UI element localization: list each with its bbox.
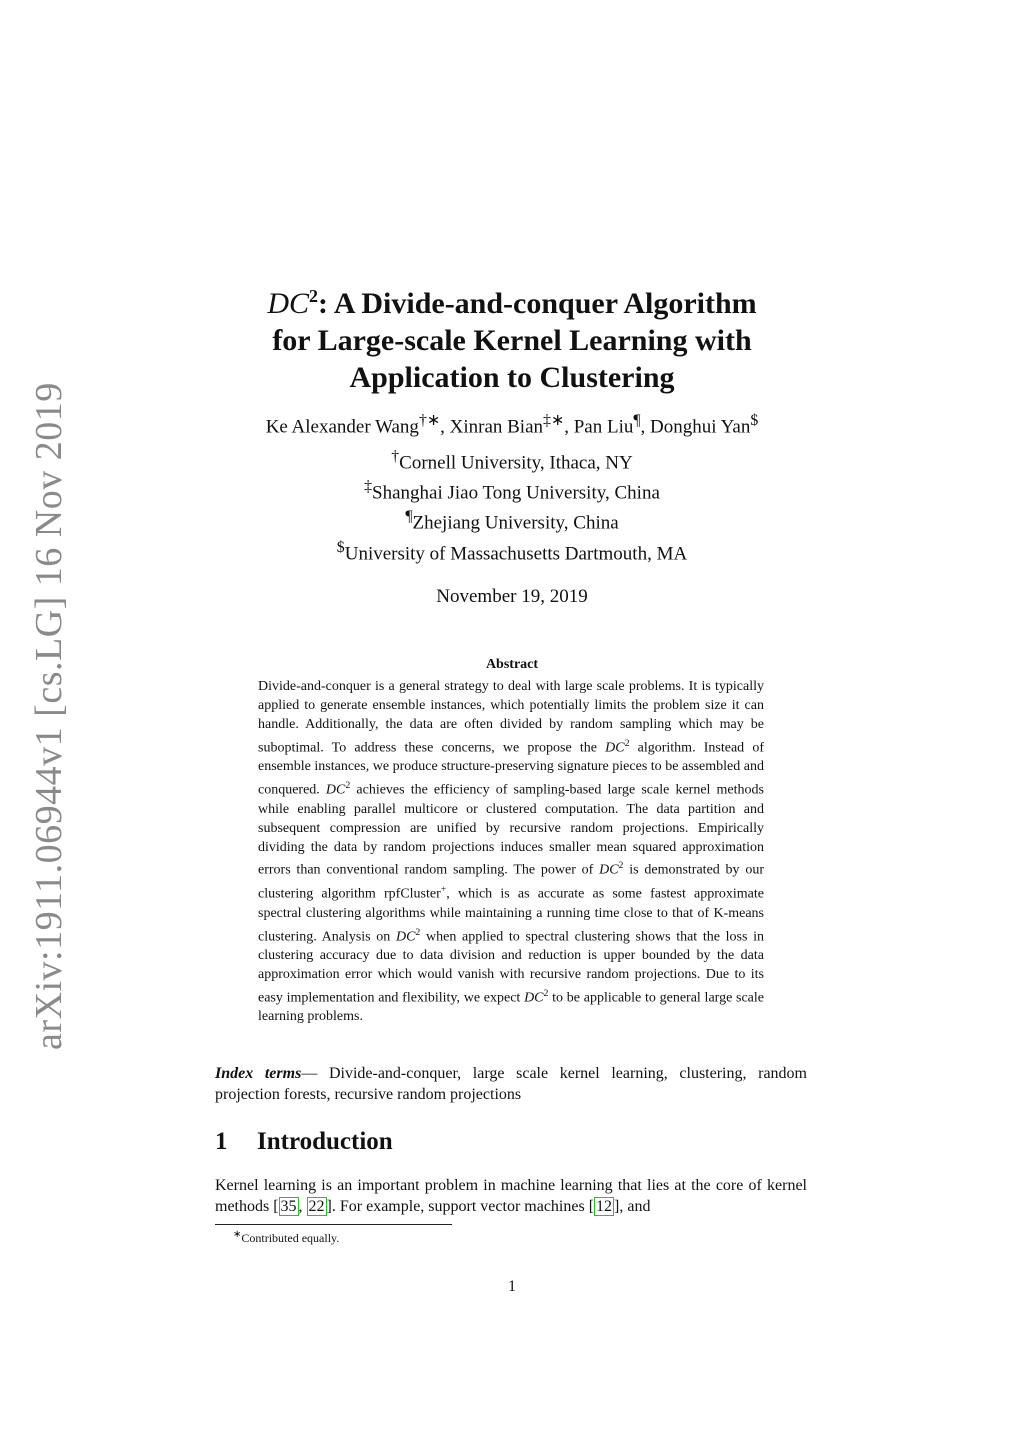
author-name: Donghui Yan: [650, 416, 751, 438]
abstract-dc: DC: [605, 740, 625, 756]
author-mark: ‡∗: [543, 412, 565, 429]
author-mark: $: [750, 412, 759, 429]
title-dc: DC: [267, 287, 310, 320]
affiliation-mark: ¶: [405, 508, 413, 525]
intro-text: , and: [619, 1198, 651, 1215]
affiliation: [0, 448, 1024, 474]
abstract-dc: DC: [524, 990, 544, 1006]
affiliation-text: University of Massachusetts Dartmouth, MA: [344, 543, 688, 565]
bracket: [: [273, 1198, 279, 1215]
affiliation-text: Cornell University, Ithaca, NY: [399, 452, 633, 474]
abstract-text: is demonstrated by our clustering algorithm rpfCluster: [258, 863, 765, 902]
abstract-plus-superscript: +: [440, 884, 447, 896]
author-list: [0, 410, 1024, 438]
abstract-text: , which is as accurate as some fastest approximate spectral clustering algorithms while maintaining a running time close to that of K-means clustering. Analysis on: [258, 886, 764, 945]
bracket: [: [588, 1198, 595, 1215]
title-dc-superscript: 2: [309, 286, 319, 306]
citation-link[interactable]: 12: [596, 1198, 613, 1215]
index-terms-label: Index terms: [215, 1065, 302, 1082]
abstract-dc-superscript: 2: [345, 780, 351, 792]
affiliation-mark: $: [336, 539, 345, 556]
index-terms-dash: —: [301, 1065, 329, 1082]
author-mark: ¶: [633, 412, 641, 429]
abstract-dc: DC: [395, 929, 416, 945]
intro-text: Kernel learning is an important problem in machine learning that lies at the core of kernel methods: [215, 1177, 807, 1215]
citation-separator: ,: [298, 1198, 307, 1215]
section-number: 1: [215, 1128, 228, 1155]
abstract-dc-superscript: 2: [543, 987, 549, 999]
bracket: ]: [614, 1198, 620, 1215]
abstract-heading: Abstract: [485, 657, 539, 672]
footnote: [233, 1229, 339, 1246]
author-separator: ,: [640, 416, 651, 438]
affiliation-mark: †: [391, 448, 400, 465]
abstract-body: [258, 678, 764, 1027]
abstract-text: when applied to spectral clustering shows that the loss in clustering accuracy due to data division and reduction is upper bounded by the data approximation error which would vanish with recursive random projections. Due to its easy implementation and flexibility, we expect: [258, 929, 764, 1006]
affiliation-text: Shanghai Jiao Tong University, China: [372, 482, 660, 504]
paper-title: [0, 278, 1024, 396]
abstract-text: achieves the efficiency of sampling-based large scale kernel methods while enabling parallel multicore or clustered computation. The data partition and subsequent compression are unified by recursive random projections. Empirically dividing the data by random projections induces smaller mean squared approximation errors than conventional random sampling. The power of: [258, 782, 764, 879]
citation-link[interactable]: 22: [308, 1198, 325, 1215]
index-terms-text: Divide-and-conquer, large scale kernel learning, clustering, random projection forests, recursive random projections: [215, 1065, 807, 1103]
footnote-text: Contributed equally.: [241, 1231, 340, 1245]
arxiv-identifier-stamp: arXiv:1911.06944v1 [cs.LG] 16 Nov 2019: [28, 382, 70, 1050]
abstract-dc-superscript: 2: [618, 860, 624, 872]
page-number: 1: [508, 1278, 516, 1295]
introduction-paragraph: [215, 1175, 807, 1217]
index-terms: [215, 1063, 807, 1105]
author-separator: ,: [564, 416, 574, 438]
bracket: ]: [326, 1198, 332, 1215]
footnote-mark: ∗: [233, 1229, 242, 1240]
intro-text: . For example, support vector machines: [331, 1198, 589, 1215]
title-line-2: for Large-scale Kernel Learning with: [272, 324, 752, 357]
affiliation: [0, 478, 1024, 504]
affiliation-mark: ‡: [364, 478, 373, 495]
abstract-text: Divide-and-conquer is a general strategy to deal with large scale problems. It is typically applied to generate ensemble instances, which potentially limits the problem size it can handle. Additionally, the data are often divided by random sampling which may be suboptimal. To address these concerns, we propose the: [258, 679, 764, 756]
abstract-text: to be applicable to general large scale learning problems.: [258, 990, 765, 1025]
title-line-3: Application to Clustering: [349, 361, 675, 394]
section-title: Introduction: [257, 1128, 393, 1155]
author-name: Ke Alexander Wang: [265, 416, 419, 438]
author-mark: †∗: [418, 412, 441, 429]
abstract-dc-superscript: 2: [415, 926, 421, 938]
author-name: Xinran Bian: [449, 416, 544, 438]
publication-date: November 19, 2019: [436, 586, 588, 607]
abstract-dc-superscript: 2: [624, 737, 630, 749]
section-heading-introduction: [215, 1128, 393, 1156]
affiliation: [0, 508, 1024, 534]
affiliation: [0, 539, 1024, 565]
author-separator: ,: [440, 416, 450, 438]
title-line-1: : A Divide-and-conquer Algorithm: [318, 287, 757, 320]
citation-link[interactable]: 35: [280, 1198, 297, 1215]
abstract-dc: DC: [599, 863, 619, 879]
abstract-dc: DC: [325, 782, 346, 798]
abstract-text: algorithm. Instead of ensemble instances, we produce structure-preserving signature pieces to be assembled and conquered.: [258, 740, 764, 798]
footnote-divider: [215, 1224, 452, 1225]
author-name: Pan Liu: [573, 416, 634, 438]
affiliation-text: Zhejiang University, China: [412, 512, 619, 534]
